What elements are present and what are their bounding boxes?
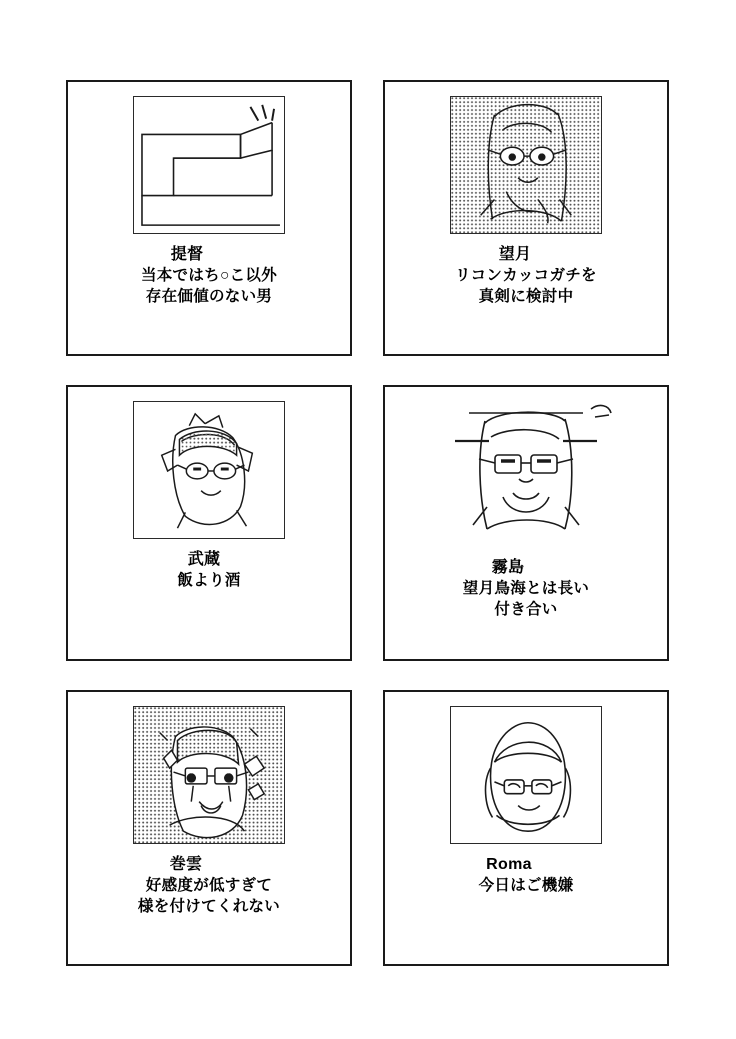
character-desc-line-1: 今日はご機嫌 [478, 877, 574, 895]
caption-roma [385, 854, 667, 897]
panel-roma [383, 690, 669, 966]
character-desc-line-2: 様を付けてくれない [137, 897, 281, 915]
panel-musashi [66, 385, 352, 661]
character-desc-line-1: 望月鳥海とは長い [462, 580, 590, 598]
girl-with-glasses-halftone-icon [451, 97, 601, 233]
portrait-makigumo [133, 706, 285, 844]
girl-with-glasses-long-hair-icon [433, 397, 619, 547]
caption-mochizuki [385, 244, 667, 307]
character-name: 霧島 [491, 559, 525, 576]
character-desc-line-2: 真剣に検討中 [478, 287, 574, 305]
character-name: 望月 [498, 246, 532, 263]
smiling-girl-glasses-icon [451, 707, 601, 843]
portrait-kirishima [433, 397, 619, 547]
character-desc-line-1: 当本ではち○こ以外 [140, 267, 278, 285]
panel-teitoku [66, 80, 352, 356]
character-desc-line-1: 飯より酒 [177, 572, 241, 590]
portrait-mochizuki [450, 96, 602, 234]
girl-with-headgear-sketch-icon [134, 402, 284, 538]
character-desc-line-2: 存在価値のない男 [145, 287, 273, 305]
character-name: 巻雲 [169, 856, 203, 873]
panel-kirishima [383, 385, 669, 661]
panel-makigumo [66, 690, 352, 966]
panel-mochizuki [383, 80, 669, 356]
caption-musashi [68, 549, 350, 592]
caption-teitoku [68, 244, 350, 307]
panel-grid [66, 80, 670, 966]
caption-makigumo [68, 854, 350, 917]
character-desc-line-1: リコンカッコガチを [455, 267, 597, 285]
character-name: 武蔵 [187, 551, 221, 568]
crying-girl-halftone-icon [134, 707, 284, 843]
portrait-teitoku [133, 96, 285, 234]
character-name: Roma [486, 856, 532, 873]
empty-room-sketch-icon [134, 97, 284, 233]
character-desc-line-1: 好感度が低すぎて [145, 877, 273, 895]
character-desc-line-2: 付き合い [494, 600, 558, 618]
caption-kirishima [385, 557, 667, 620]
portrait-roma [450, 706, 602, 844]
character-name: 提督 [170, 246, 204, 263]
portrait-musashi [133, 401, 285, 539]
